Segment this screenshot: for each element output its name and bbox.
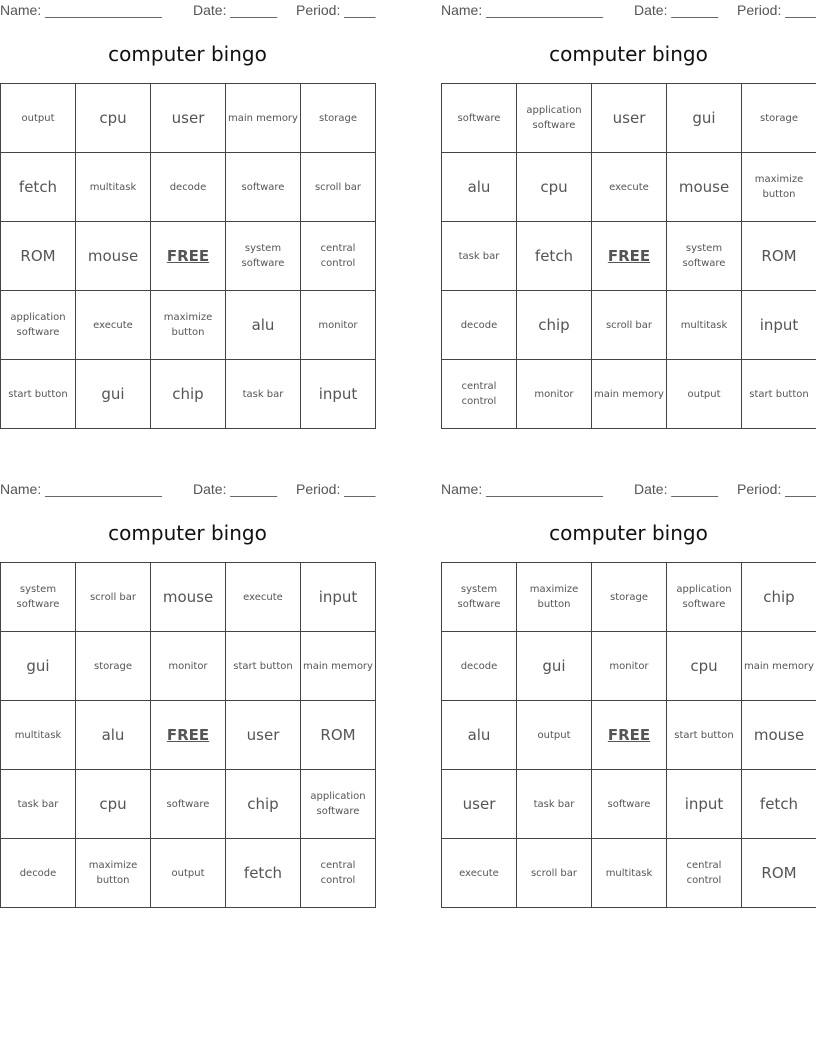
name-field: Name: _______________ [441, 2, 603, 18]
bingo-cell: decode [442, 291, 517, 360]
bingo-row [442, 291, 816, 360]
bingo-grid [441, 83, 816, 429]
bingo-cell: decode [442, 632, 517, 701]
date-field: Date: ______ [193, 481, 278, 497]
bingo-cell: fetch [1, 153, 76, 222]
bingo-cell: application software [517, 84, 592, 153]
bingo-cell: ROM [1, 222, 76, 291]
bingo-cell: chip [226, 770, 301, 839]
bingo-cell: mouse [742, 701, 816, 770]
bingo-cell: output [1, 84, 76, 153]
bingo-cell: decode [151, 153, 226, 222]
period-field: Period: ____ [296, 481, 376, 497]
bingo-cell: fetch [226, 839, 301, 908]
card-title: computer bingo [549, 42, 708, 66]
student-info-line [441, 0, 816, 20]
free-space: FREE [592, 222, 667, 291]
bingo-cell: central control [301, 839, 376, 908]
bingo-cell: main memory [742, 632, 816, 701]
bingo-row [1, 360, 376, 429]
bingo-cell: start button [1, 360, 76, 429]
bingo-cell: scroll bar [592, 291, 667, 360]
bingo-cell: user [151, 84, 226, 153]
bingo-cell: task bar [517, 770, 592, 839]
bingo-cell: multitask [1, 701, 76, 770]
student-info-line [441, 479, 816, 499]
bingo-cell: input [301, 563, 376, 632]
bingo-cell: fetch [517, 222, 592, 291]
bingo-row [1, 563, 376, 632]
bingo-cell: input [301, 360, 376, 429]
bingo-row [442, 770, 816, 839]
bingo-cell: monitor [151, 632, 226, 701]
bingo-row [1, 770, 376, 839]
bingo-cell: decode [1, 839, 76, 908]
bingo-cell: main memory [592, 360, 667, 429]
bingo-row [442, 632, 816, 701]
bingo-cell: ROM [742, 222, 816, 291]
bingo-cell: alu [442, 701, 517, 770]
bingo-cell: user [442, 770, 517, 839]
bingo-cell: central control [442, 360, 517, 429]
bingo-cell: fetch [742, 770, 816, 839]
bingo-cell: start button [667, 701, 742, 770]
bingo-cell: mouse [151, 563, 226, 632]
bingo-cell: system software [226, 222, 301, 291]
bingo-cell: scroll bar [301, 153, 376, 222]
bingo-cell: storage [301, 84, 376, 153]
bingo-cell: maximize button [742, 153, 816, 222]
bingo-cell: cpu [76, 84, 151, 153]
bingo-cell: execute [226, 563, 301, 632]
bingo-cell: input [742, 291, 816, 360]
bingo-row [442, 701, 816, 770]
bingo-row [442, 563, 816, 632]
bingo-cell: cpu [517, 153, 592, 222]
bingo-row [1, 222, 376, 291]
bingo-cell: start button [226, 632, 301, 701]
bingo-cell: task bar [442, 222, 517, 291]
bingo-cell: mouse [76, 222, 151, 291]
free-space: FREE [151, 222, 226, 291]
bingo-cell: chip [151, 360, 226, 429]
card-title: computer bingo [108, 42, 267, 66]
bingo-cell: task bar [226, 360, 301, 429]
bingo-cell: execute [76, 291, 151, 360]
bingo-cell: software [442, 84, 517, 153]
period-field: Period: ____ [737, 481, 816, 497]
bingo-cell: system software [442, 563, 517, 632]
bingo-cell: gui [517, 632, 592, 701]
bingo-grid [441, 562, 816, 908]
bingo-row [1, 84, 376, 153]
bingo-cell: application software [301, 770, 376, 839]
name-field: Name: _______________ [0, 2, 162, 18]
bingo-cell: monitor [517, 360, 592, 429]
bingo-cell: maximize button [151, 291, 226, 360]
period-field: Period: ____ [296, 2, 376, 18]
bingo-cell: storage [592, 563, 667, 632]
bingo-cell: software [151, 770, 226, 839]
bingo-cell: user [592, 84, 667, 153]
bingo-cell: task bar [1, 770, 76, 839]
free-space: FREE [592, 701, 667, 770]
bingo-cell: mouse [667, 153, 742, 222]
bingo-cell: ROM [301, 701, 376, 770]
bingo-cell: user [226, 701, 301, 770]
date-field: Date: ______ [634, 2, 719, 18]
bingo-cell: execute [442, 839, 517, 908]
bingo-cell: main memory [226, 84, 301, 153]
bingo-cell: multitask [592, 839, 667, 908]
bingo-cell: execute [592, 153, 667, 222]
bingo-cell: software [226, 153, 301, 222]
bingo-row [1, 701, 376, 770]
bingo-row [1, 839, 376, 908]
bingo-cell: output [151, 839, 226, 908]
bingo-grid [0, 562, 376, 908]
bingo-cell: storage [76, 632, 151, 701]
name-field: Name: _______________ [0, 481, 162, 497]
bingo-row [1, 632, 376, 701]
bingo-cell: alu [226, 291, 301, 360]
bingo-grid [0, 83, 376, 429]
bingo-cell: monitor [301, 291, 376, 360]
bingo-cell: main memory [301, 632, 376, 701]
student-info-line [0, 479, 375, 499]
bingo-cell: alu [76, 701, 151, 770]
bingo-cell: cpu [667, 632, 742, 701]
bingo-cell: maximize button [76, 839, 151, 908]
bingo-row [442, 222, 816, 291]
bingo-cell: output [667, 360, 742, 429]
bingo-cell: gui [1, 632, 76, 701]
date-field: Date: ______ [193, 2, 278, 18]
bingo-cell: gui [667, 84, 742, 153]
bingo-cell: system software [1, 563, 76, 632]
period-field: Period: ____ [737, 2, 816, 18]
bingo-row [442, 360, 816, 429]
bingo-cell: output [517, 701, 592, 770]
bingo-cell: maximize button [517, 563, 592, 632]
bingo-cell: cpu [76, 770, 151, 839]
bingo-cell: scroll bar [517, 839, 592, 908]
bingo-cell: chip [742, 563, 816, 632]
name-field: Name: _______________ [441, 481, 603, 497]
bingo-cell: monitor [592, 632, 667, 701]
bingo-cell: start button [742, 360, 816, 429]
bingo-row [1, 291, 376, 360]
bingo-cell: system software [667, 222, 742, 291]
bingo-cell: chip [517, 291, 592, 360]
date-field: Date: ______ [634, 481, 719, 497]
bingo-cell: scroll bar [76, 563, 151, 632]
bingo-row [1, 153, 376, 222]
bingo-cell: central control [301, 222, 376, 291]
bingo-row [442, 84, 816, 153]
bingo-cell: application software [667, 563, 742, 632]
card-title: computer bingo [108, 521, 267, 545]
bingo-cell: central control [667, 839, 742, 908]
bingo-cell: multitask [667, 291, 742, 360]
free-space: FREE [151, 701, 226, 770]
card-title: computer bingo [549, 521, 708, 545]
bingo-cell: application software [1, 291, 76, 360]
bingo-cell: input [667, 770, 742, 839]
bingo-cell: storage [742, 84, 816, 153]
bingo-cell: alu [442, 153, 517, 222]
bingo-row [442, 839, 816, 908]
bingo-cell: gui [76, 360, 151, 429]
bingo-cell: software [592, 770, 667, 839]
student-info-line [0, 0, 375, 20]
bingo-row [442, 153, 816, 222]
bingo-cell: ROM [742, 839, 816, 908]
bingo-cell: multitask [76, 153, 151, 222]
